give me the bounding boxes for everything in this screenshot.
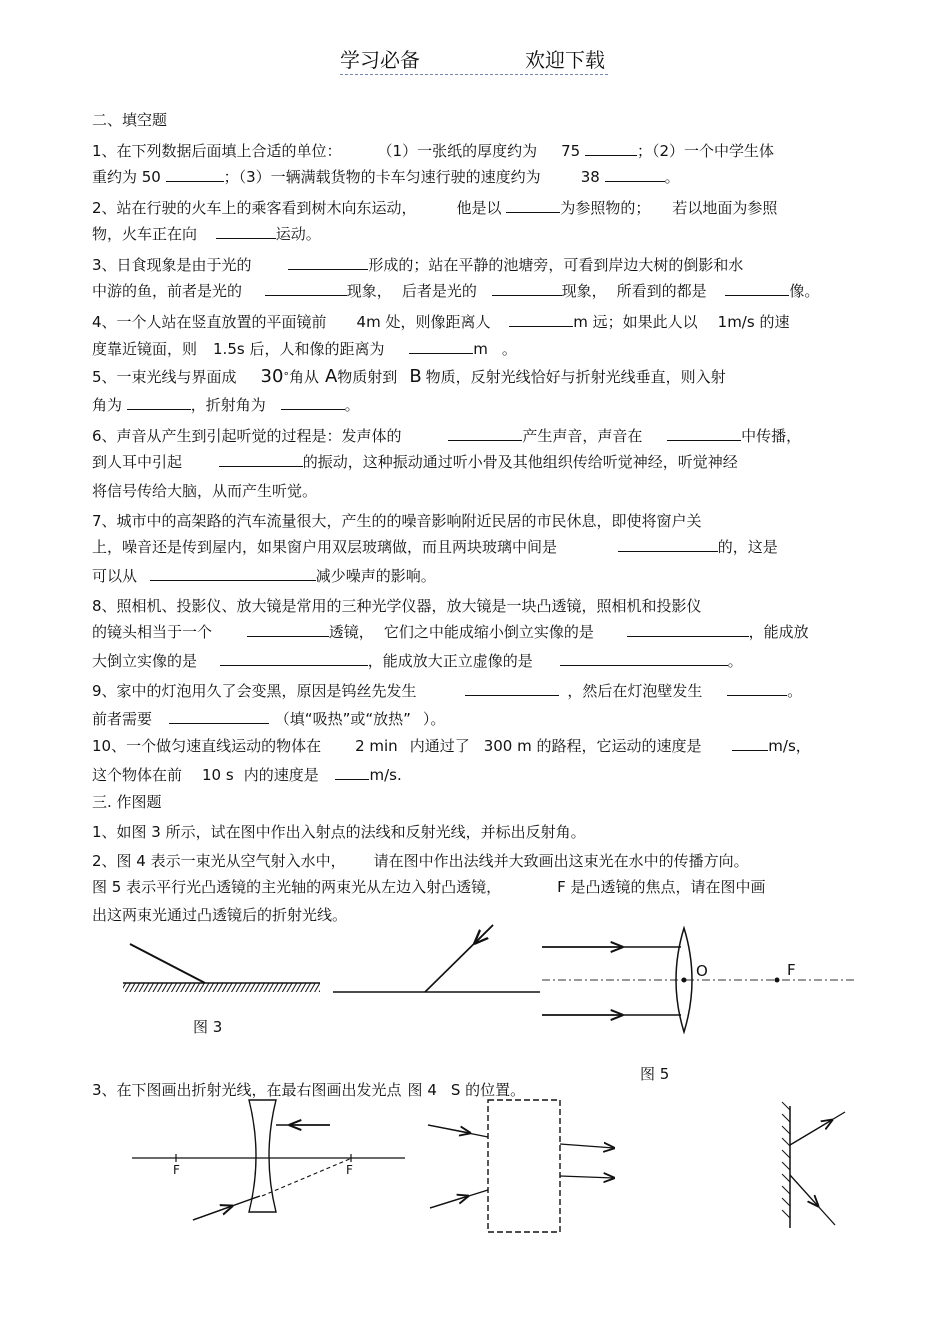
q10-text: 2 min [355,737,398,755]
q2-text: 若以地面为参照 [672,199,778,217]
q4-text: 度靠近镜面，则 [92,340,198,358]
figure-box [428,1100,614,1232]
header-right: 欢迎下载 [525,48,605,72]
q3-text: 现象， [561,282,607,300]
q1-text: 1、在下列数据后面填上合适的单位： [92,142,342,160]
mirror-hatch [782,1102,790,1110]
draw-q3 [92,1080,525,1100]
q9-text: （填“吸热”或“放热” [274,710,411,728]
q3-text: 后者是光的 [401,282,477,300]
mirror-hatch [782,1210,790,1218]
q2-text: 为参照物的； [560,199,651,217]
q10-text: 300 m 的路程，它运动的速度是 [483,737,702,755]
q6-text: 产生声音，声音在 [522,427,643,445]
mirror-hatch [782,1126,790,1134]
q5-text: ，折射角为 [190,396,266,414]
q1-text: 38 [580,168,600,186]
lens-center-label: O [696,962,708,980]
q6-text: 中传播， [741,427,802,445]
mirror-hatch [782,1114,790,1122]
q1-text: 。 [664,168,680,186]
draw-text: 请在图中作出法线并大致画出这束光在水中的传播方向。 [373,852,749,870]
ray-arrow [790,1175,818,1206]
q5-text: 角为 [92,396,123,414]
q1-text: 重约为 50 [92,168,161,186]
q8-text: 它们之中能成缩小倒立实像的是 [383,623,594,641]
draw-q1: 1、如图 3 所示，试在图中作出入射点的法线和反射光线，并标出反射角。 [92,823,586,841]
q3-text: 中游的鱼，前者是光的 [92,282,243,300]
figure-5-label: 图 5 [640,1065,670,1083]
q8-text: ，能成放 [748,623,809,641]
q8-text: 大倒立实像的是 [92,652,198,670]
lens-focus-label: F [787,961,796,979]
figure-4 [333,925,540,992]
q9-text: 。 [787,682,803,700]
q9-text: ）。 [422,710,446,728]
draw-text: S 的位置。 [450,1081,526,1099]
q3-text: 形成的；站在平静的池塘旁，可看到岸边大树的倒影和水 [368,256,744,274]
draw-text: 2、图 4 表示一束光从空气射入水中， [92,852,346,870]
q4-text: 1.5s 后，人和像的距离为 [213,340,385,358]
q4-text: 4m 处，则像距离人 [356,313,491,331]
concave-focus-label-left: F [173,1163,180,1177]
mirror-hatch [782,1198,790,1206]
q5-material-a: A [324,366,338,387]
q1-text: ；（3）一辆满载货物的卡车匀速行驶的速度约为 [223,168,541,186]
concave-focus-label-right: F [346,1163,353,1177]
q8-text: ，能成放大正立虚像的是 [367,652,533,670]
q5-material-b: B [409,366,422,387]
q2-text: 物，火车正在向 [92,225,198,243]
figure-plane-mirror [782,1102,845,1228]
q8-line1: 8、照相机、投影仪、放大镜是常用的三种光学仪器，放大镜是一块凸透镜，照相机和投影仪 [92,597,702,615]
ray-arrow [475,925,493,943]
ray-arrow [428,1125,470,1133]
ray-arrow [193,1206,232,1220]
q8-text: 透镜， [328,623,374,641]
draw-text: 3、在下图画出折射光线，在最右图画出发光点 [92,1081,402,1099]
q9-text: 前者需要 [92,710,153,728]
draw-q2-line3: 出这两束光通过凸透镜后的折射光线。 [92,906,348,924]
incident-ray [130,944,205,983]
q10-text: 10 s [202,766,234,784]
mirror-hatch [782,1150,790,1158]
q5-degree: ° [283,370,289,383]
q3-text: 所看到的都是 [616,282,707,300]
header-left: 学习必备 [340,48,420,72]
q10-text: 内通过了 [409,737,470,755]
q6-line3: 将信号传给大脑，从而产生听觉。 [92,482,318,500]
q5-text: 物质，反射光线恰好与折射光线垂直，则入射 [425,368,726,386]
ray-arrow [790,1120,832,1145]
draw-text: 图 5 表示平行光凸透镜的主光轴的两束光从左边入射凸透镜， [92,878,502,896]
mirror-hatch [782,1138,790,1146]
figure-3-label: 图 3 [193,1018,223,1036]
box-out-ray-bottom [560,1176,614,1178]
optical-center-dot [682,978,687,983]
q9-text: 9、家中的灯泡用久了会变黑，原因是钨丝先发生 [92,682,417,700]
figure-concave-lens [132,1100,405,1220]
mirror-hatch [782,1186,790,1194]
section-draw-title: 三. 作图题 [92,793,162,811]
q7-text: 上，噪音还是传到屋内，如果窗户用双层玻璃做，而且两块玻璃中间是 [92,538,558,556]
q5-text: 。 [344,396,360,414]
q7-text: 可以从 [92,567,138,585]
q6-text: 的振动，这种振动通过听小骨及其他组织传给听觉神经，听觉神经 [302,453,738,471]
q8-text: 的镜头相当于一个 [92,623,213,641]
q7-text: 的，这是 [717,538,778,556]
q2-text: 运动。 [275,225,321,243]
q5-text: 角从 [288,368,319,386]
dashed-box [488,1100,560,1232]
q3-text: 像。 [789,282,820,300]
q10-text: 内的速度是 [243,766,319,784]
q6-text: 6、声音从产生到引起听觉的过程是：发声体的 [92,427,402,445]
ray-arrow [430,1196,468,1208]
q4-text: m [473,340,488,358]
q4-text: m 远；如果此人以 [573,313,698,331]
q1-text: 75 [561,142,581,160]
section-fill-title: 二、填空题 [92,111,168,129]
mirror-hatch [782,1174,790,1182]
mirror-surface [123,983,320,992]
q5-text: 5、一束光线与界面成 [92,368,237,386]
figure-4-label: 图 4 [407,1081,437,1099]
q10-text: 这个物体在前 [92,766,183,784]
dashed-extension [262,1158,352,1196]
q5-text: 物质射到 [337,368,398,386]
q10-text: m/s. [369,766,402,784]
q3-text: 3、日食现象是由于光的 [92,256,252,274]
q5-angle: 30 [260,366,284,387]
q2-text: 他是以 [456,199,502,217]
q4-text: 。 [501,340,517,358]
q6-text: 到人耳中引起 [92,453,183,471]
q2-text: 2、站在行驶的火车上的乘客看到树木向东运动， [92,199,417,217]
q7-line1: 7、城市中的高架路的汽车流量很大，产生的的噪音影响附近民居的市民休息，即使将窗户关 [92,512,702,530]
focus-dot [775,978,780,983]
q7-text: 减少噪声的影响。 [315,567,436,585]
q4-text: 4、一个人站在竖直放置的平面镜前 [92,313,327,331]
figure-5 [542,928,855,1032]
figure-3 [123,944,320,992]
q1-text: （1）一张纸的厚度约为 [377,142,538,160]
q3-text: 现象， [346,282,392,300]
q10-text: 10、一个做匀速直线运动的物体在 [92,737,322,755]
box-out-ray-top [560,1144,614,1148]
q8-text: 。 [727,652,743,670]
q10-text: m/s， [768,737,811,755]
q4-text: 1m/s 的速 [717,313,790,331]
q1-text: ；（2）一个中学生体 [636,142,775,160]
draw-text: F 是凸透镜的焦点，请在图中画 [557,878,766,896]
q9-text: ，然后在灯泡壁发生 [567,682,703,700]
mirror-hatch [782,1162,790,1170]
